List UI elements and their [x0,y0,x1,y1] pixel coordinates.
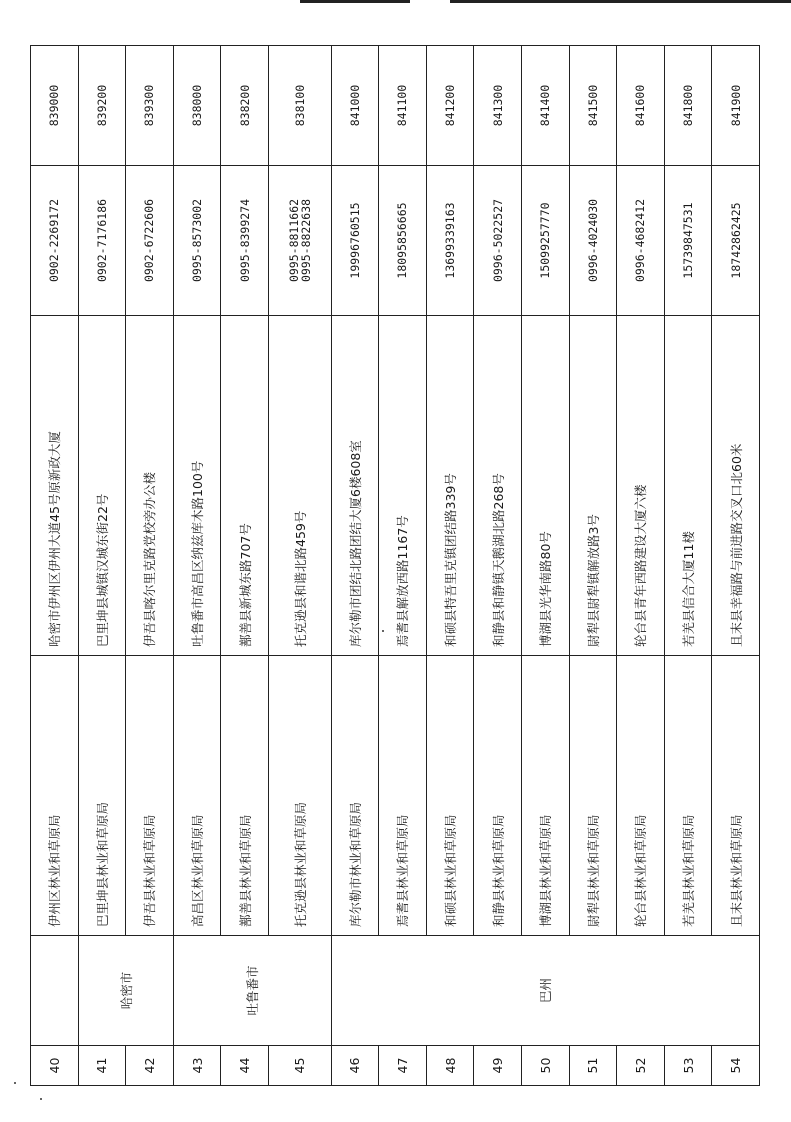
address: 伊吾县喀尔里克路党校旁办公楼 [126,316,174,656]
org-name: 伊州区林业和草原局 [31,656,79,936]
postal-code: 841100 [379,46,427,166]
table-row [617,46,665,1086]
row-number: 43 [173,1046,221,1086]
org-name: 托克逊县林业和草原局 [268,656,331,936]
table-row [126,46,174,1086]
postal-code: 838100 [268,46,331,166]
address: 博湖县光华南路80号 [521,316,569,656]
city-cell: 吐鲁番市 [173,936,331,1046]
scan-mark [300,0,410,3]
postal-code: 841400 [521,46,569,166]
table-row [31,46,79,1086]
postal-code: 838000 [173,46,221,166]
phone [268,166,331,316]
phone: 0996-5022527 [474,166,522,316]
address: 托克逊县和谐北路459号 [268,316,331,656]
org-name: 且末县林业和草原局 [712,656,760,936]
org-name: 库尔勒市林业和草原局 [331,656,379,936]
org-name: 焉耆县林业和草原局 [379,656,427,936]
phone: 0996-4682412 [617,166,665,316]
address: 若羌县信合大厦11楼 [664,316,712,656]
address: 哈密市伊州区伊州大道45号原新政大厦 [31,316,79,656]
row-number: 48 [426,1046,474,1086]
city-cell: 哈密市 [78,936,173,1046]
table-row [569,46,617,1086]
table-row [78,46,126,1086]
org-name: 高昌区林业和草原局 [173,656,221,936]
postal-code: 841600 [617,46,665,166]
phone: 0902-6722606 [126,166,174,316]
row-number: 51 [569,1046,617,1086]
postal-code: 841500 [569,46,617,166]
table-row [664,46,712,1086]
phone: 18095856665 [379,166,427,316]
address: 和静县和静镇天鹅湖北路268号 [474,316,522,656]
postal-code: 841200 [426,46,474,166]
phone: 15739847531 [664,166,712,316]
phone: 13699339163 [426,166,474,316]
rotated-table-wrapper [30,46,760,1086]
postal-code: 839000 [31,46,79,166]
phone-line: 0995-8822638 [298,198,313,283]
address: 焉耆县解放西路1167号 [379,316,427,656]
postal-code: 839200 [78,46,126,166]
row-number: 52 [617,1046,665,1086]
org-name: 和硕县林业和草原局 [426,656,474,936]
postal-code: 841900 [712,46,760,166]
address: 和硕县特吾里克镇团结路339号 [426,316,474,656]
org-name: 鄯善县林业和草原局 [221,656,269,936]
row-number: 54 [712,1046,760,1086]
phone: 0996-4024030 [569,166,617,316]
org-name: 若羌县林业和草原局 [664,656,712,936]
org-name: 巴里坤县林业和草原局 [78,656,126,936]
postal-code: 838200 [221,46,269,166]
row-number: 47 [379,1046,427,1086]
postal-code: 841800 [664,46,712,166]
org-name: 和静县林业和草原局 [474,656,522,936]
org-name: 轮台县林业和草原局 [617,656,665,936]
row-number: 42 [126,1046,174,1086]
address: 吐鲁番市高昌区纳兹库木路100号 [173,316,221,656]
postal-code: 841300 [474,46,522,166]
address: 且末县幸福路与前进路交叉口北60米 [712,316,760,656]
phone: 0995-8573002 [173,166,221,316]
row-number: 49 [474,1046,522,1086]
scan-speck [14,1082,16,1084]
table-row [268,46,331,1086]
phone: 0902-7176186 [78,166,126,316]
org-name: 尉犁县林业和草原局 [569,656,617,936]
city-cell: 巴州 [331,936,759,1046]
city-cell [31,936,79,1046]
org-name: 博湖县林业和草原局 [521,656,569,936]
table-row [521,46,569,1086]
table-row [379,46,427,1086]
postal-code: 839300 [126,46,174,166]
postal-code: 841000 [331,46,379,166]
address: 库尔勒市团结北路团结大厦6楼608室 [331,316,379,656]
table-row [331,46,379,1086]
phone: 0902-2269172 [31,166,79,316]
table-row [474,46,522,1086]
table-row [173,46,221,1086]
office-directory-table [30,45,760,1086]
phone: 15099257770 [521,166,569,316]
phone: 18742862425 [712,166,760,316]
row-number: 44 [221,1046,269,1086]
address: 轮台县青年西路建设大厦六楼 [617,316,665,656]
table-row [712,46,760,1086]
scan-speck [40,1098,42,1100]
table-row [426,46,474,1086]
row-number: 46 [331,1046,379,1086]
row-number: 41 [78,1046,126,1086]
scan-mark [450,0,791,3]
phone: 19996760515 [331,166,379,316]
row-number: 40 [31,1046,79,1086]
org-name: 伊吾县林业和草原局 [126,656,174,936]
row-number: 53 [664,1046,712,1086]
row-number: 50 [521,1046,569,1086]
phone-line: 0995-8811662 [286,198,301,283]
phone: 0995-8399274 [221,166,269,316]
address: 巴里坤县城镇汉城东街22号 [78,316,126,656]
table-row [221,46,269,1086]
address: 尉犁县尉犁镇解放路3号 [569,316,617,656]
address: 鄯善县新城东路707号 [221,316,269,656]
row-number: 45 [268,1046,331,1086]
